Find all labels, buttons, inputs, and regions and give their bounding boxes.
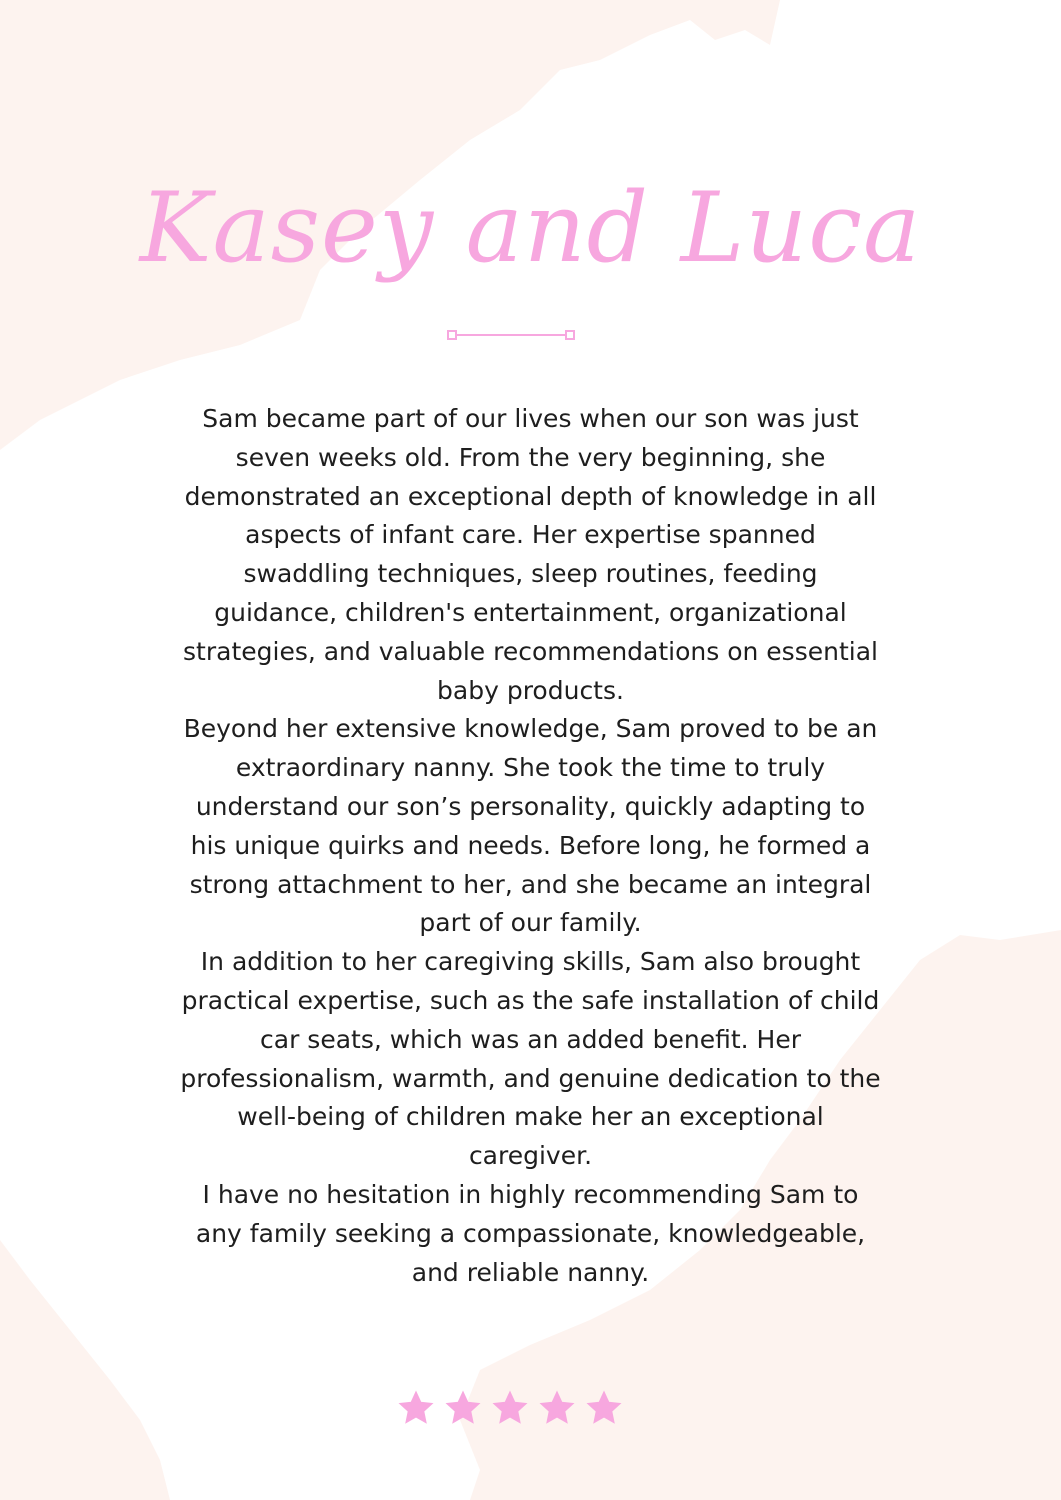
brush-patch-bottom-left [0,1240,170,1500]
testimonial-paragraph: I have no hesitation in highly recommending Sam to any family seeking a compassionate, knowledgeable, and reliable nanny. [195,1179,866,1287]
star-icon [539,1390,575,1426]
page-title: Kasey and Luca [139,172,922,284]
star-icon [398,1390,434,1426]
testimonial-paragraph: Sam became part of our lives when our son was just seven weeks old. From the very beginning, she demonstrated an exceptional depth of knowledge in all aspects of infant care. Her expertise spanned swaddling techniques, sleep routines, feeding guidance, children's entertainment, organizational strategies, and valuable recommendations on essential baby products. [183,404,878,705]
title-divider [446,328,576,342]
star-icon [586,1390,622,1426]
star-rating [398,1390,622,1432]
testimonial-body [180,400,881,1292]
testimonial-paragraph: Beyond her extensive knowledge, Sam proved to be an extraordinary nanny. She took the time to truly understand our son’s personality, quickly adapting to his unique quirks and needs. Before long, he formed a strong attachment to her, and she became an integral part of our family. [183,714,878,938]
star-icon [492,1390,528,1426]
testimonial-paragraph: In addition to her caregiving skills, Sam also brought practical expertise, such as the safe installation of child car seats, which was an added benefit. Her professionalism, warmth, and genuine dedication to the well-being of children make her an exceptional caregiver. [180,947,881,1171]
star-icon [445,1390,481,1426]
